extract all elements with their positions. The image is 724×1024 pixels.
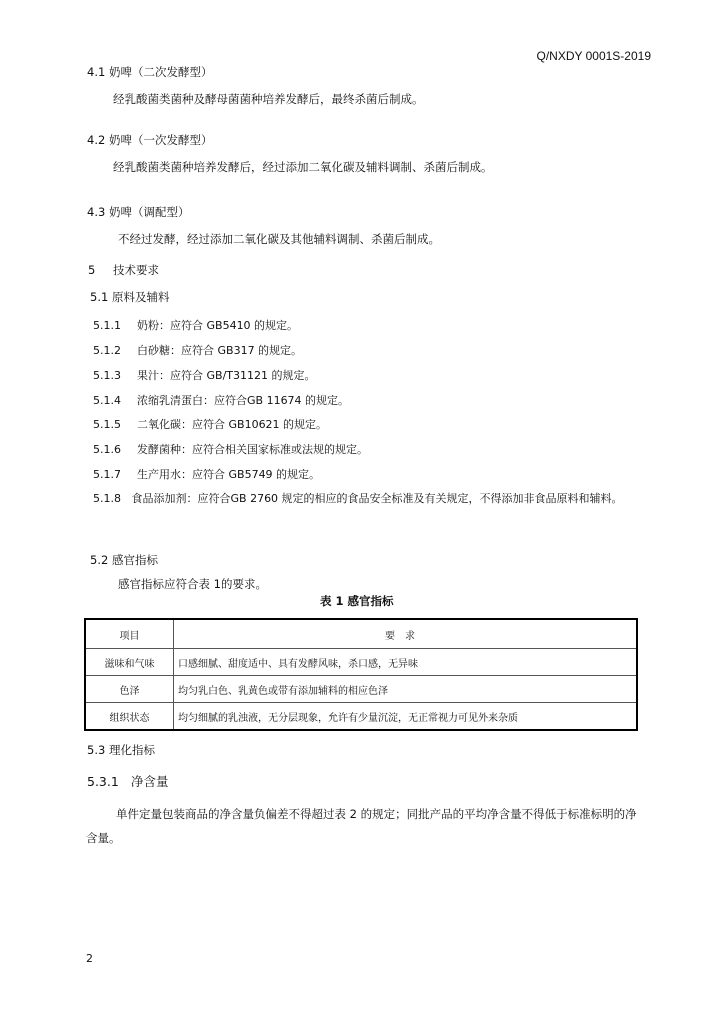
item-text: 浓缩乳清蛋白：应符合GB 11674 的规定。 [137, 394, 350, 407]
para-4-1: 经乳酸菌类菌种及酵母菌菌种培养发酵后，最终杀菌后制成。 [113, 92, 424, 106]
heading-4-3: 4.3 奶啤（调配型） [87, 205, 190, 219]
item-number: 5.1.8 [93, 492, 121, 505]
table-cell: 均匀乳白色、乳黄色或带有添加辅料的相应色泽 [174, 676, 638, 703]
table-header-row [85, 619, 637, 649]
doc-code: Q/NXDY 0001S-2019 [536, 49, 651, 63]
item-number: 5.1.3 [93, 369, 121, 382]
table-header-cell [174, 619, 638, 649]
heading-5-2: 5.2 感官指标 [90, 553, 158, 567]
para-4-2: 经乳酸菌类菌种培养发酵后，经过添加二氧化碳及辅料调制、杀菌后制成。 [113, 160, 493, 174]
item-number: 5.1.1 [93, 319, 121, 332]
item-text: 果汁：应符合 GB/T31121 的规定。 [137, 369, 316, 382]
item-number: 5.1.4 [93, 394, 121, 407]
table-row [85, 703, 637, 731]
page-number: 2 [86, 952, 93, 965]
requirement-header-label: 要求 [385, 630, 425, 642]
para-5-2: 感官指标应符合表 1的要求。 [118, 577, 267, 591]
item-number: 5.1.5 [93, 418, 121, 431]
sensory-table [84, 618, 638, 731]
item-text: 发酵菌种：应符合相关国家标准或法规的规定。 [137, 443, 368, 456]
table-cell: 组织状态 [85, 703, 174, 731]
heading-5-3-1-title: 净含量 [131, 774, 169, 789]
para-4-3: 不经过发酵，经过添加二氧化碳及其他辅料调制、杀菌后制成。 [118, 232, 440, 246]
item-number: 5.1.2 [93, 344, 121, 357]
item-text: 奶粉：应符合 GB5410 的规定。 [137, 319, 299, 332]
item-text: 生产用水：应符合 GB5749 的规定。 [137, 468, 321, 481]
item-text: 食品添加剂：应符合GB 2760 规定的相应的食品安全标准及有关规定，不得添加非食品原料和辅料。 [131, 492, 623, 505]
item-5-1-8 [76, 488, 656, 510]
table-caption: 表 1 感官指标 [320, 594, 394, 608]
table-cell: 均匀细腻的乳浊液，无分层现象，允许有少量沉淀，无正常视力可见外来杂质 [174, 703, 638, 731]
heading-4-2: 4.2 奶啤（一次发酵型） [87, 133, 213, 147]
heading-5-3: 5.3 理化指标 [87, 743, 155, 757]
item-number: 5.1.7 [93, 468, 121, 481]
table-row [85, 676, 637, 703]
section-5-title: 技术要求 [113, 263, 159, 277]
para-5-3-1: 单件定量包装商品的净含量负偏差不得超过表 2 的规定；同批产品的平均净含量不得低于标准标明的净含量。 [86, 807, 637, 845]
item-text: 白砂糖：应符合 GB317 的规定。 [137, 344, 303, 357]
item-text: 二氧化碳：应符合 GB10621 的规定。 [137, 418, 328, 431]
heading-4-1: 4.1 奶啤（二次发酵型） [87, 65, 213, 79]
table-cell: 色泽 [85, 676, 174, 703]
table-cell: 滋味和气味 [85, 649, 174, 676]
item-number: 5.1.6 [93, 443, 121, 456]
table-cell: 口感细腻、甜度适中、具有发酵风味，杀口感，无异味 [174, 649, 638, 676]
table-row [85, 649, 637, 676]
heading-5-1: 5.1 原料及辅料 [90, 290, 170, 304]
heading-5-3-1-number: 5.3.1 [87, 774, 119, 789]
table-header-cell: 项目 [85, 619, 174, 649]
section-5-number: 5 [88, 263, 96, 277]
